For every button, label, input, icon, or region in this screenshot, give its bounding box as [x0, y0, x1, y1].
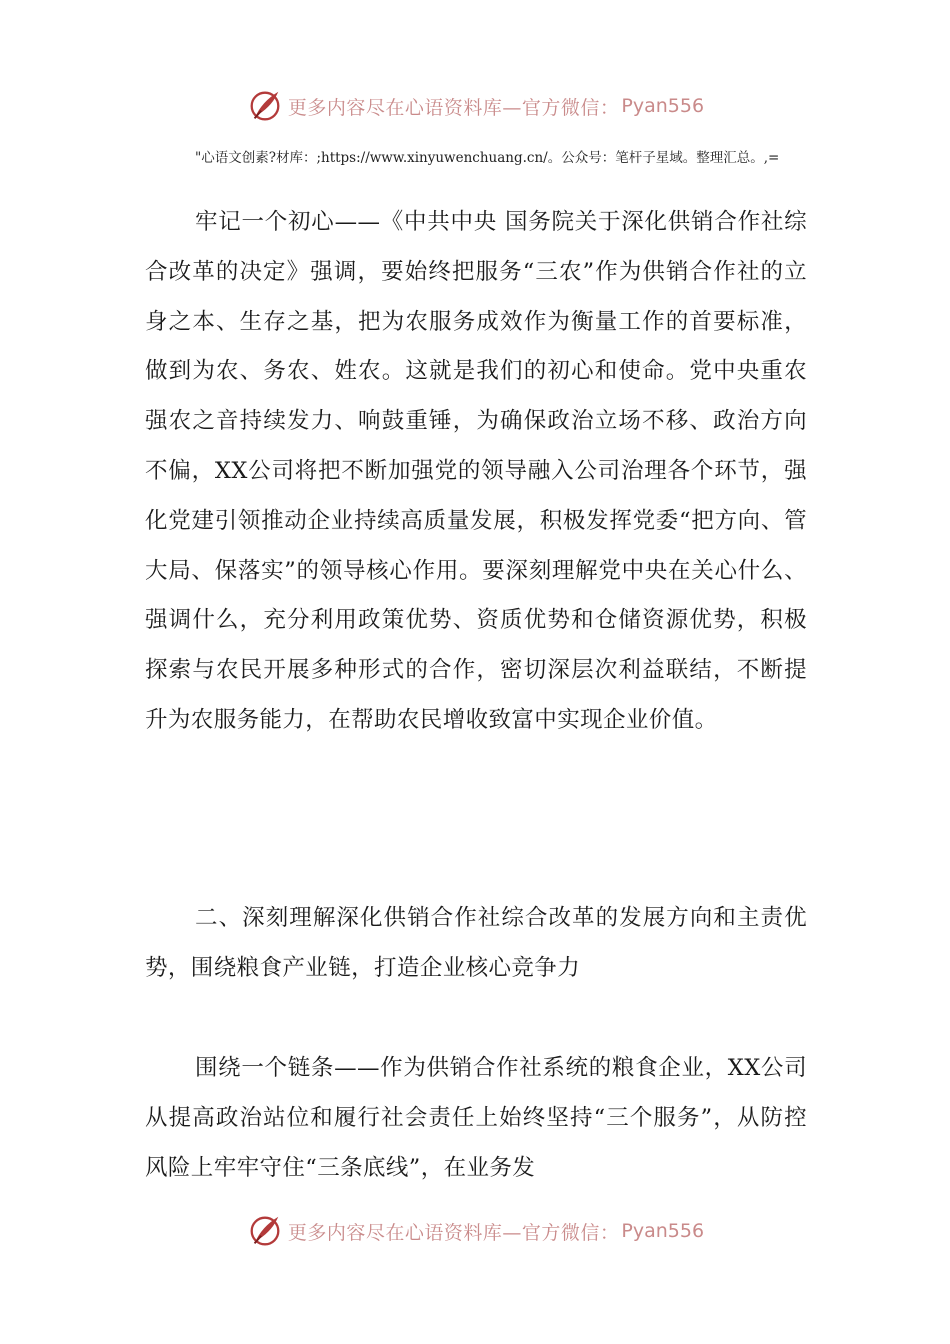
quill-pen-icon — [246, 87, 284, 125]
banner-wechat-handle: Pyan556 — [621, 1220, 705, 1242]
banner-wechat-handle: Pyan556 — [621, 95, 705, 117]
quill-pen-icon — [246, 1212, 284, 1250]
footer-banner — [0, 1209, 950, 1253]
paragraph-initial-mission: 牢记一个初心——《中共中央 国务院关于深化供销合作社综合改革的决定》强调，要始终把服务“三农”作为供销合作社的立身之本、生存之基，把为农服务成效作为衡量工作的首要标准，做到为农、务农、姓农。这就是我们的初心和使命。党中央重农强农之音持续发力、响鼓重锤，为确保政治立场不移、政治方向不偏，XX公司将把不断加强党的领导融入公司治理各个环节，强化党建引领推动企业持续高质量发展，积极发挥党委“把方向、管大局、保落实”的领导核心作用。要深刻理解党中央在关心什么、强调什么，充分利用政策优势、资质优势和仓储资源优势，积极探索与农民开展多种形式的合作，密切深层次利益联结，不断提升为农服务能力，在帮助农民增收致富中实现企业价值。 — [145, 209, 807, 733]
section-heading-two: 二、深刻理解深化供销合作社综合改革的发展方向和主责优势，围绕粮食产业链，打造企业核心竞争力 — [145, 905, 807, 981]
header-banner — [0, 84, 950, 128]
paragraph-one-chain: 围绕一个链条——作为供销合作社系统的粮食企业，XX公司从提高政治站位和履行社会责任上始终坚持“三个服务”，从防控风险上牢牢守住“三条底线”，在业务发 — [145, 1055, 807, 1181]
banner-text: 更多内容尽在心语资料库—官方微信： — [287, 96, 620, 119]
banner-text: 更多内容尽在心语资料库—官方微信： — [287, 1221, 620, 1244]
source-note: "心语文创素?材库：;https://www.xinyuwenchuang.cn/。公众号：笔杆子星域。整理汇总。,= — [195, 150, 780, 166]
